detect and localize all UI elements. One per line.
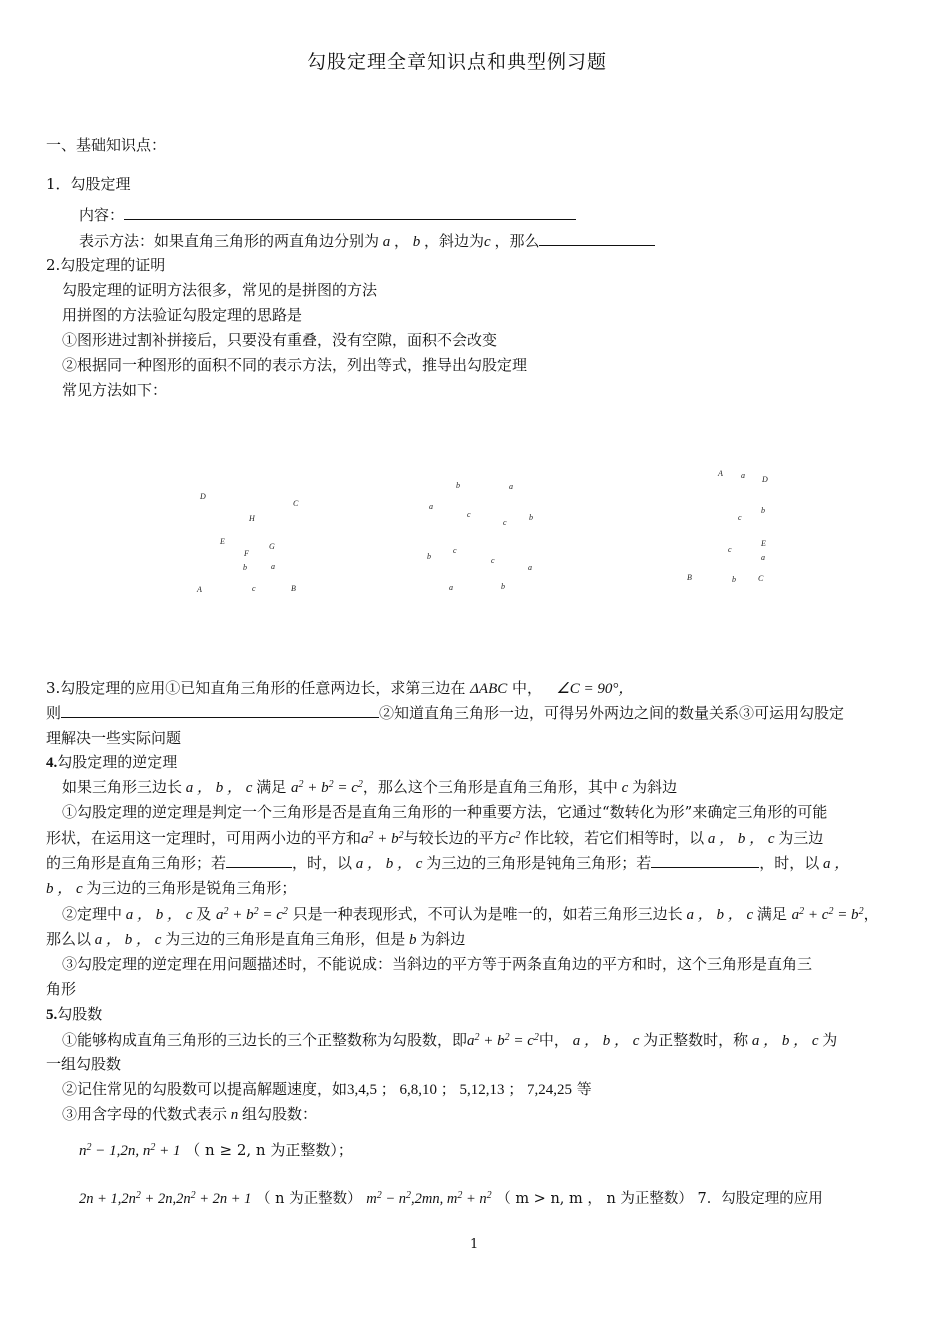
t: 为三边 <box>778 829 824 847</box>
var-c: c <box>484 234 495 250</box>
item-5-title-text: 勾股数 <box>57 1005 103 1023</box>
vars: a ， b ， c <box>682 907 757 923</box>
t: 为斜边 <box>632 778 678 796</box>
fig1-label: b <box>243 563 247 572</box>
fig1-label: B <box>291 584 296 593</box>
item-5-p3 <box>62 1103 317 1124</box>
vars: a ， b ， c <box>704 831 779 847</box>
t: ③用含字母的代数式表示 <box>62 1105 228 1123</box>
t: 等 <box>572 1080 592 1098</box>
fig1-label: D <box>200 492 206 501</box>
formula: $m^2 - n^2,2mn$, $m^2 + n^2$ <box>366 1190 492 1207</box>
fig2-label: b <box>427 552 431 561</box>
item-5-p1-line-1 <box>62 1029 837 1050</box>
fig2-label: a <box>528 563 532 572</box>
formula-line-2 <box>79 1187 823 1208</box>
t: 为三边的三角形是锐角三角形； <box>86 879 297 897</box>
item-4-p1-line-3 <box>46 852 849 873</box>
t: ②定理中 <box>62 905 123 923</box>
proof-line-3: ①图形进过割补拼接后，只要没有重叠，没有空隙，面积不会改变 <box>62 331 498 349</box>
fig1-label: G <box>269 542 275 551</box>
vars: a ， b ， c <box>122 907 197 923</box>
t: 满足 <box>756 905 787 923</box>
repr-text-b: ，斜边为 <box>424 232 485 250</box>
formula: $n^2 - 1,2n$, $n^2 + 1$ <box>79 1142 181 1159</box>
fig2-label: c <box>467 510 471 519</box>
fig2-label: a <box>449 583 453 592</box>
page-number: 1 <box>470 1237 479 1252</box>
repr-blank <box>539 233 655 246</box>
item-3-line-2 <box>46 702 844 723</box>
t: 为 <box>822 1031 838 1049</box>
item-4-p2-line-1 <box>62 903 879 924</box>
t: ，时，以 <box>759 854 820 872</box>
item-4-p3-line-2: 角形 <box>46 980 77 998</box>
item-4-num: 4. <box>46 755 58 771</box>
fig1-label: H <box>249 514 255 523</box>
fig1-label: C <box>293 499 299 508</box>
formula: $a^2 + b^2 = c^2$ <box>215 906 288 923</box>
fig3-label: E <box>761 539 766 548</box>
formula: $2n + 1,2n^2 + 2n,2n^2 + 2n + 1$ <box>79 1190 252 1207</box>
t: 的三角形是直角三角形；若 <box>46 854 227 872</box>
item-3-line-1 <box>46 677 633 698</box>
item-3-line-3: 理解决一些实际问题 <box>46 729 182 747</box>
t: 作比较，若它们相等时，以 <box>524 829 705 847</box>
t: （ n 为正整数） <box>256 1191 362 1207</box>
t: （ n ≥ 2, n 为正整数）； <box>185 1141 353 1159</box>
fig1-label: A <box>197 585 202 594</box>
item-5-p1-line-2: 一组勾股数 <box>46 1055 122 1073</box>
t: 只是一种表现形式，不可认为是唯一的，如若三角形三边长 <box>292 905 683 923</box>
t: 满足 <box>256 778 287 796</box>
t: 为斜边 <box>420 930 466 948</box>
fig2-label: c <box>491 556 495 565</box>
fig2-label: b <box>456 481 460 490</box>
t: 形状，在运用这一定理时，可用两小边的平方和 <box>46 829 362 847</box>
item-4-p1-line-1: ①勾股定理的逆定理是判定一个三角形是否是直角三角形的一种重要方法，它通过“数转化为形”来确定三角形的可能 <box>62 803 828 821</box>
item-4-line-1 <box>62 776 677 797</box>
item-3-mid: 中， <box>512 679 543 697</box>
fig2-label: c <box>453 546 457 555</box>
item-5-num: 5. <box>46 1007 58 1023</box>
item-3-end: ②知道直角三角形一边，可得另外两边之间的数量关系③可运用勾股定 <box>379 704 845 722</box>
blank-1 <box>226 855 292 868</box>
fig3-label: a <box>741 471 745 480</box>
formula: $a^2 + b^2 = c^2$ <box>290 779 363 796</box>
vars: a ， b ， c <box>568 1033 644 1049</box>
triangle-abc: ΔABC <box>470 681 508 697</box>
page-title: 勾股定理全章知识点和典型例习题 <box>307 51 608 73</box>
figure-1 <box>190 485 310 605</box>
vars: a ， b ， c <box>352 856 427 872</box>
t: ，时，以 <box>292 854 353 872</box>
formula: $c^2$ <box>508 830 521 847</box>
item-3-start: 则 <box>46 704 62 722</box>
t: 为三边的三角形是直角三角形，但是 <box>165 930 406 948</box>
t: （ m > n, m ， n 为正整数） 7．勾股定理的应用 <box>496 1191 823 1207</box>
vars: a ， <box>819 856 850 872</box>
fig3-label: c <box>738 513 742 522</box>
fig1-label: a <box>271 562 275 571</box>
item-2-title: 2.勾股定理的证明 <box>46 256 166 274</box>
item-3-text: 3.勾股定理的应用①已知直角三角形的任意两边长，求第三边在 <box>46 679 466 697</box>
fig3-label: a <box>761 553 765 562</box>
t: 中， <box>538 1031 569 1049</box>
fig3-label: D <box>762 475 768 484</box>
t: ②记住常见的勾股数可以提高解题速度，如 <box>62 1080 348 1098</box>
item-5-p2 <box>62 1078 592 1099</box>
formula-line-1 <box>79 1139 353 1160</box>
t: 如果三角形三边长 <box>62 778 183 796</box>
t: 及 <box>196 905 212 923</box>
figure-2 <box>420 476 550 596</box>
item-5-title <box>46 1003 102 1024</box>
vars: a ， b ， c <box>182 780 257 796</box>
repr-text-a: 表示方法：如果直角三角形的两直角边分别为 <box>79 232 380 250</box>
item-4-p3-line-1: ③勾股定理的逆定理在用问题描述时，不能说成：当斜边的平方等于两条直角边的平方和时，这个三角形是直角三 <box>62 955 813 973</box>
var-b: b <box>405 932 421 948</box>
figure-3 <box>680 466 780 591</box>
var-b: b <box>409 234 425 250</box>
repr-text-c: ，那么 <box>494 232 540 250</box>
fig3-label: b <box>732 575 736 584</box>
fig3-label: B <box>687 573 692 582</box>
t: 那么以 <box>46 930 92 948</box>
fig2-label: b <box>501 582 505 591</box>
item-4-title <box>46 751 177 772</box>
t: ①能够构成直角三角形的三边长的三个正整数称为勾股数，即 <box>62 1031 468 1049</box>
item-4-p2-line-2 <box>46 928 465 949</box>
t: 为正整数时，称 <box>643 1031 749 1049</box>
fig2-label: a <box>509 482 513 491</box>
triples: 3,4,5 ； 6,8,10 ； 5,12,13 ； 7,24,25 <box>347 1082 573 1098</box>
var-c: c <box>617 780 633 796</box>
content-label: 内容： <box>79 206 125 224</box>
proof-line-1: 勾股定理的证明方法很多，常见的是拼图的方法 <box>62 281 378 299</box>
proof-line-4: ②根据同一种图形的面积不同的表示方法，列出等式，推导出勾股定理 <box>62 356 528 374</box>
fig1-label: E <box>220 537 225 546</box>
vars: a ， b ， c <box>91 932 166 948</box>
proof-line-5: 常见方法如下： <box>62 381 168 399</box>
var-n: n <box>227 1107 243 1123</box>
proof-line-2: 用拼图的方法验证勾股定理的思路是 <box>62 306 303 324</box>
item-4-title-text: 勾股定理的逆定理 <box>57 753 178 771</box>
formula: $a^2 + b^2 = c^2$ <box>467 1032 539 1049</box>
content-line <box>79 204 576 225</box>
fig1-label: c <box>252 584 256 593</box>
t: 组勾股数： <box>242 1105 318 1123</box>
blank-2 <box>651 855 759 868</box>
t: ， <box>863 905 879 923</box>
fig2-label: b <box>529 513 533 522</box>
item-1-title: 1．勾股定理 <box>46 175 131 193</box>
fig2-label: a <box>429 502 433 511</box>
fig1-label: F <box>244 549 249 558</box>
vars: b ， c <box>46 881 87 897</box>
formula: $a^2 + c^2 = b^2$ <box>791 906 864 923</box>
vars: a ， b ， c <box>748 1033 823 1049</box>
t: 为三边的三角形是钝角三角形；若 <box>426 854 652 872</box>
content-blank <box>124 207 576 220</box>
t: 与较长边的平方 <box>403 829 509 847</box>
item-3-blank <box>61 705 379 718</box>
t: ，那么这个三角形是直角三角形，其中 <box>362 778 618 796</box>
fig3-label: A <box>718 469 723 478</box>
var-a: a <box>379 234 395 250</box>
fig3-label: C <box>758 574 764 583</box>
item-4-p1-line-4 <box>46 877 296 898</box>
fig2-label: c <box>503 518 507 527</box>
angle-c: ∠C = 90°， <box>556 681 634 697</box>
formula: $a^2 + b^2$ <box>361 830 404 847</box>
section-heading: 一、基础知识点： <box>46 136 167 154</box>
fig3-label: b <box>761 506 765 515</box>
item-4-p1-line-2 <box>46 827 823 848</box>
fig3-label: c <box>728 545 732 554</box>
representation-line: 表示方法：如果直角三角形的两直角边分别为 a ， b ，斜边为c ，那么 <box>79 230 655 251</box>
